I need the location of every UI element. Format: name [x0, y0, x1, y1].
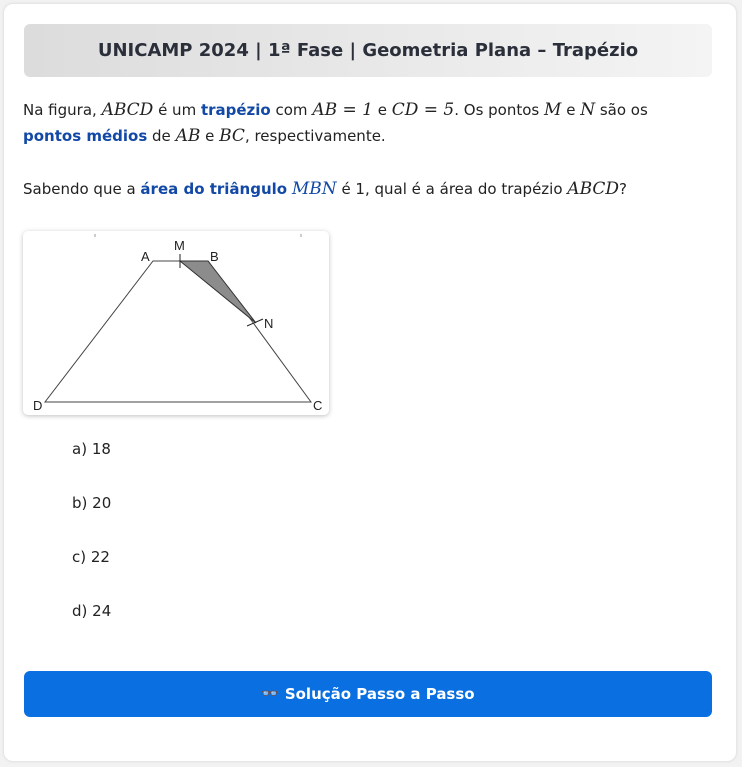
question-text-1: Na figura, ABCD é um trapézio com AB = 1 e CD = 5. Os pontos M e N são os pontos médios de AB e BC, respectivamente. [23, 100, 648, 146]
trapezoid-diagram [23, 231, 329, 415]
page-title: UNICAMP 2024 | 1ª Fase | Geometria Plana – Trapézio [24, 24, 712, 77]
option-c[interactable]: c) 22 [72, 548, 110, 566]
label-b: B [210, 249, 219, 264]
question-text-2: Sabendo que a área do triângulo MBN é 1, qual é a área do trapézio ABCD? [23, 179, 627, 199]
highlight-area-triangulo: área do triângulo [140, 180, 288, 198]
glasses-icon: 👓 [261, 686, 279, 702]
option-b[interactable]: b) 20 [72, 494, 112, 512]
label-d: D [33, 398, 43, 413]
label-a: A [141, 249, 150, 264]
highlight-trapezio: trapézio [200, 101, 271, 119]
trapezoid-figure [23, 231, 329, 415]
solution-button-label: Solução Passo a Passo [284, 685, 475, 703]
label-c: C [313, 398, 323, 413]
trapezoid-shape [45, 261, 311, 402]
solution-button[interactable] [24, 671, 712, 717]
highlight-pontos-medios: pontos médios [23, 127, 148, 145]
option-a[interactable]: a) 18 [72, 440, 111, 458]
label-m: M [174, 238, 185, 253]
label-n: N [264, 316, 274, 331]
option-d[interactable]: d) 24 [72, 602, 112, 620]
triangle-mbn [180, 261, 256, 323]
